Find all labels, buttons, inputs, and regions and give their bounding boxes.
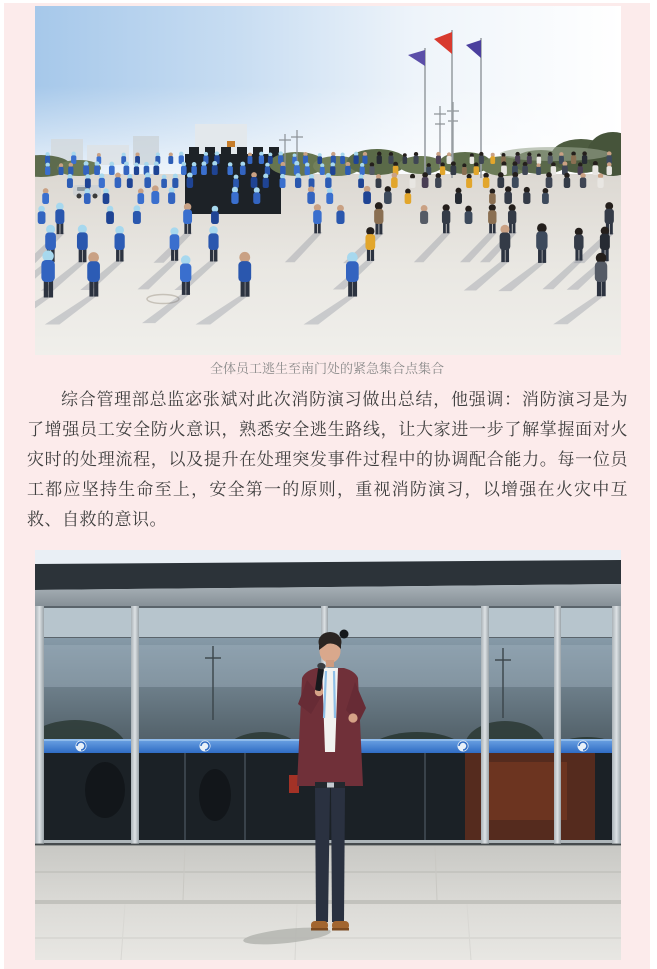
article-paragraph: 综合管理部总监宓张斌对此次消防演习做出总结，他强调：消防演习是为了增强员工安全防火意识，熟悉安全逃生路线，让大家进一步了解掌握面对火灾时的处理流程，以及提升在处理突发事件过程中的协调配合能力。每一位员工都应坚持生命至上，安全第一的原则，重视消防演习，以增强在火灾中互救、自救的意识。 [27,390,628,529]
assembly-photo [35,6,621,355]
photo-caption: 全体员工逃生至南门处的紧急集合点集合 [209,361,444,376]
speech-photo [35,550,621,960]
security-camera-dome [340,630,349,639]
article-page [4,3,650,969]
speaker-trousers [315,788,330,922]
